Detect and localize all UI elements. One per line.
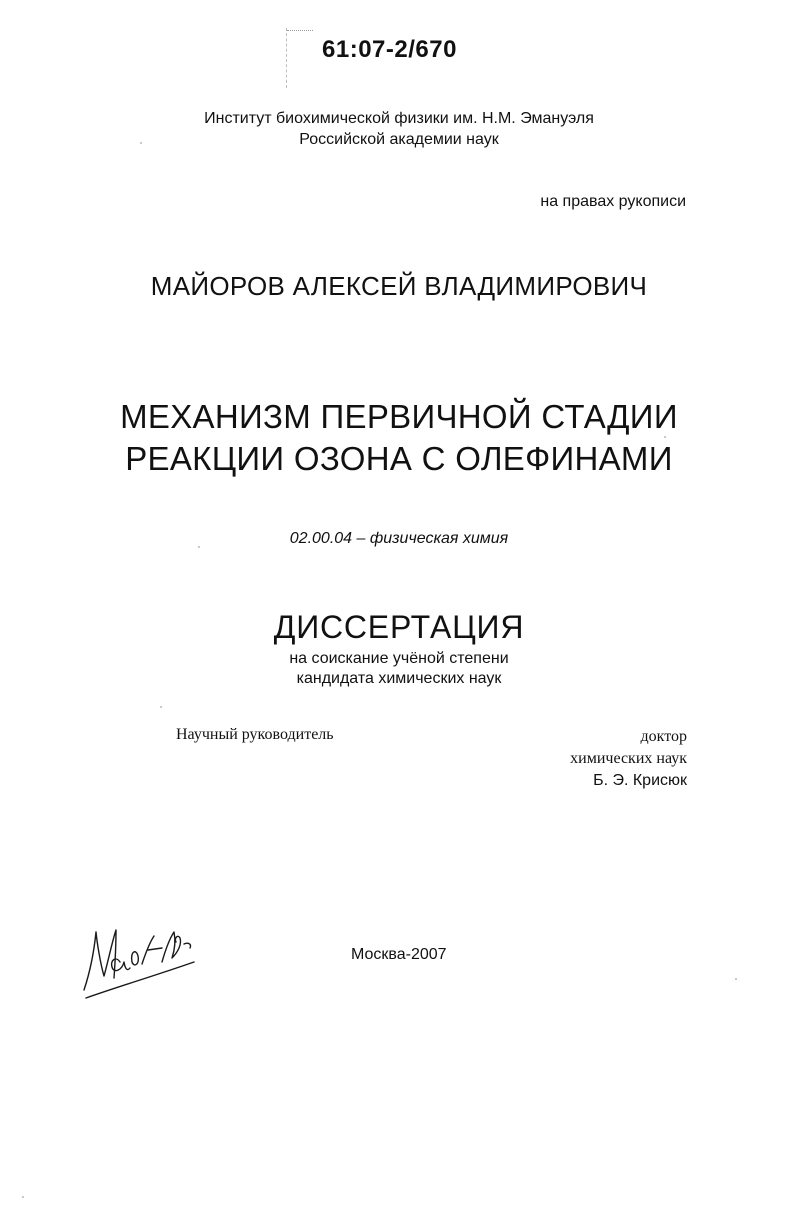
title-line-1: МЕХАНИЗМ ПЕРВИЧНОЙ СТАДИИ — [120, 398, 678, 435]
specialty-code: 02.00.04 – физическая химия — [289, 530, 509, 547]
scan-speck — [735, 978, 737, 980]
handwritten-signature-icon — [70, 912, 200, 1002]
author-name: МАЙОРОВ АЛЕКСЕЙ ВЛАДИМИРОВИЧ — [150, 271, 648, 301]
scan-speck — [198, 546, 200, 548]
degree-line-1: на соискание учёной степени — [289, 650, 509, 667]
institute-line-2: Российской академии наук — [299, 131, 499, 148]
institute-line-1: Институт биохимической физики им. Н.М. Эмануэля — [204, 110, 594, 127]
scan-tick-mark — [287, 30, 313, 37]
rights-note: на правах рукописи — [540, 193, 686, 210]
supervisor-label: Научный руководитель — [176, 726, 334, 743]
scan-speck — [160, 706, 162, 708]
scan-speck — [140, 142, 142, 144]
supervisor-info — [570, 726, 687, 792]
supervisor-title-line-2: химических наук — [570, 750, 687, 767]
city-year: Москва-2007 — [351, 946, 447, 963]
institute-block — [0, 108, 798, 150]
document-code: 61:07-2/670 — [322, 36, 457, 63]
document-type: ДИССЕРТАЦИЯ — [273, 609, 525, 645]
degree-block — [0, 649, 798, 689]
scan-speck — [664, 436, 666, 438]
scan-margin-line — [286, 28, 288, 88]
degree-line-2: кандидата химических наук — [296, 670, 502, 687]
supervisor-title-line-1: доктор — [640, 728, 687, 745]
dissertation-title — [0, 396, 798, 480]
supervisor-name: Б. Э. Крисюк — [593, 772, 687, 789]
title-line-2: РЕАКЦИИ ОЗОНА С ОЛЕФИНАМИ — [125, 440, 673, 477]
scan-speck — [22, 1196, 24, 1198]
